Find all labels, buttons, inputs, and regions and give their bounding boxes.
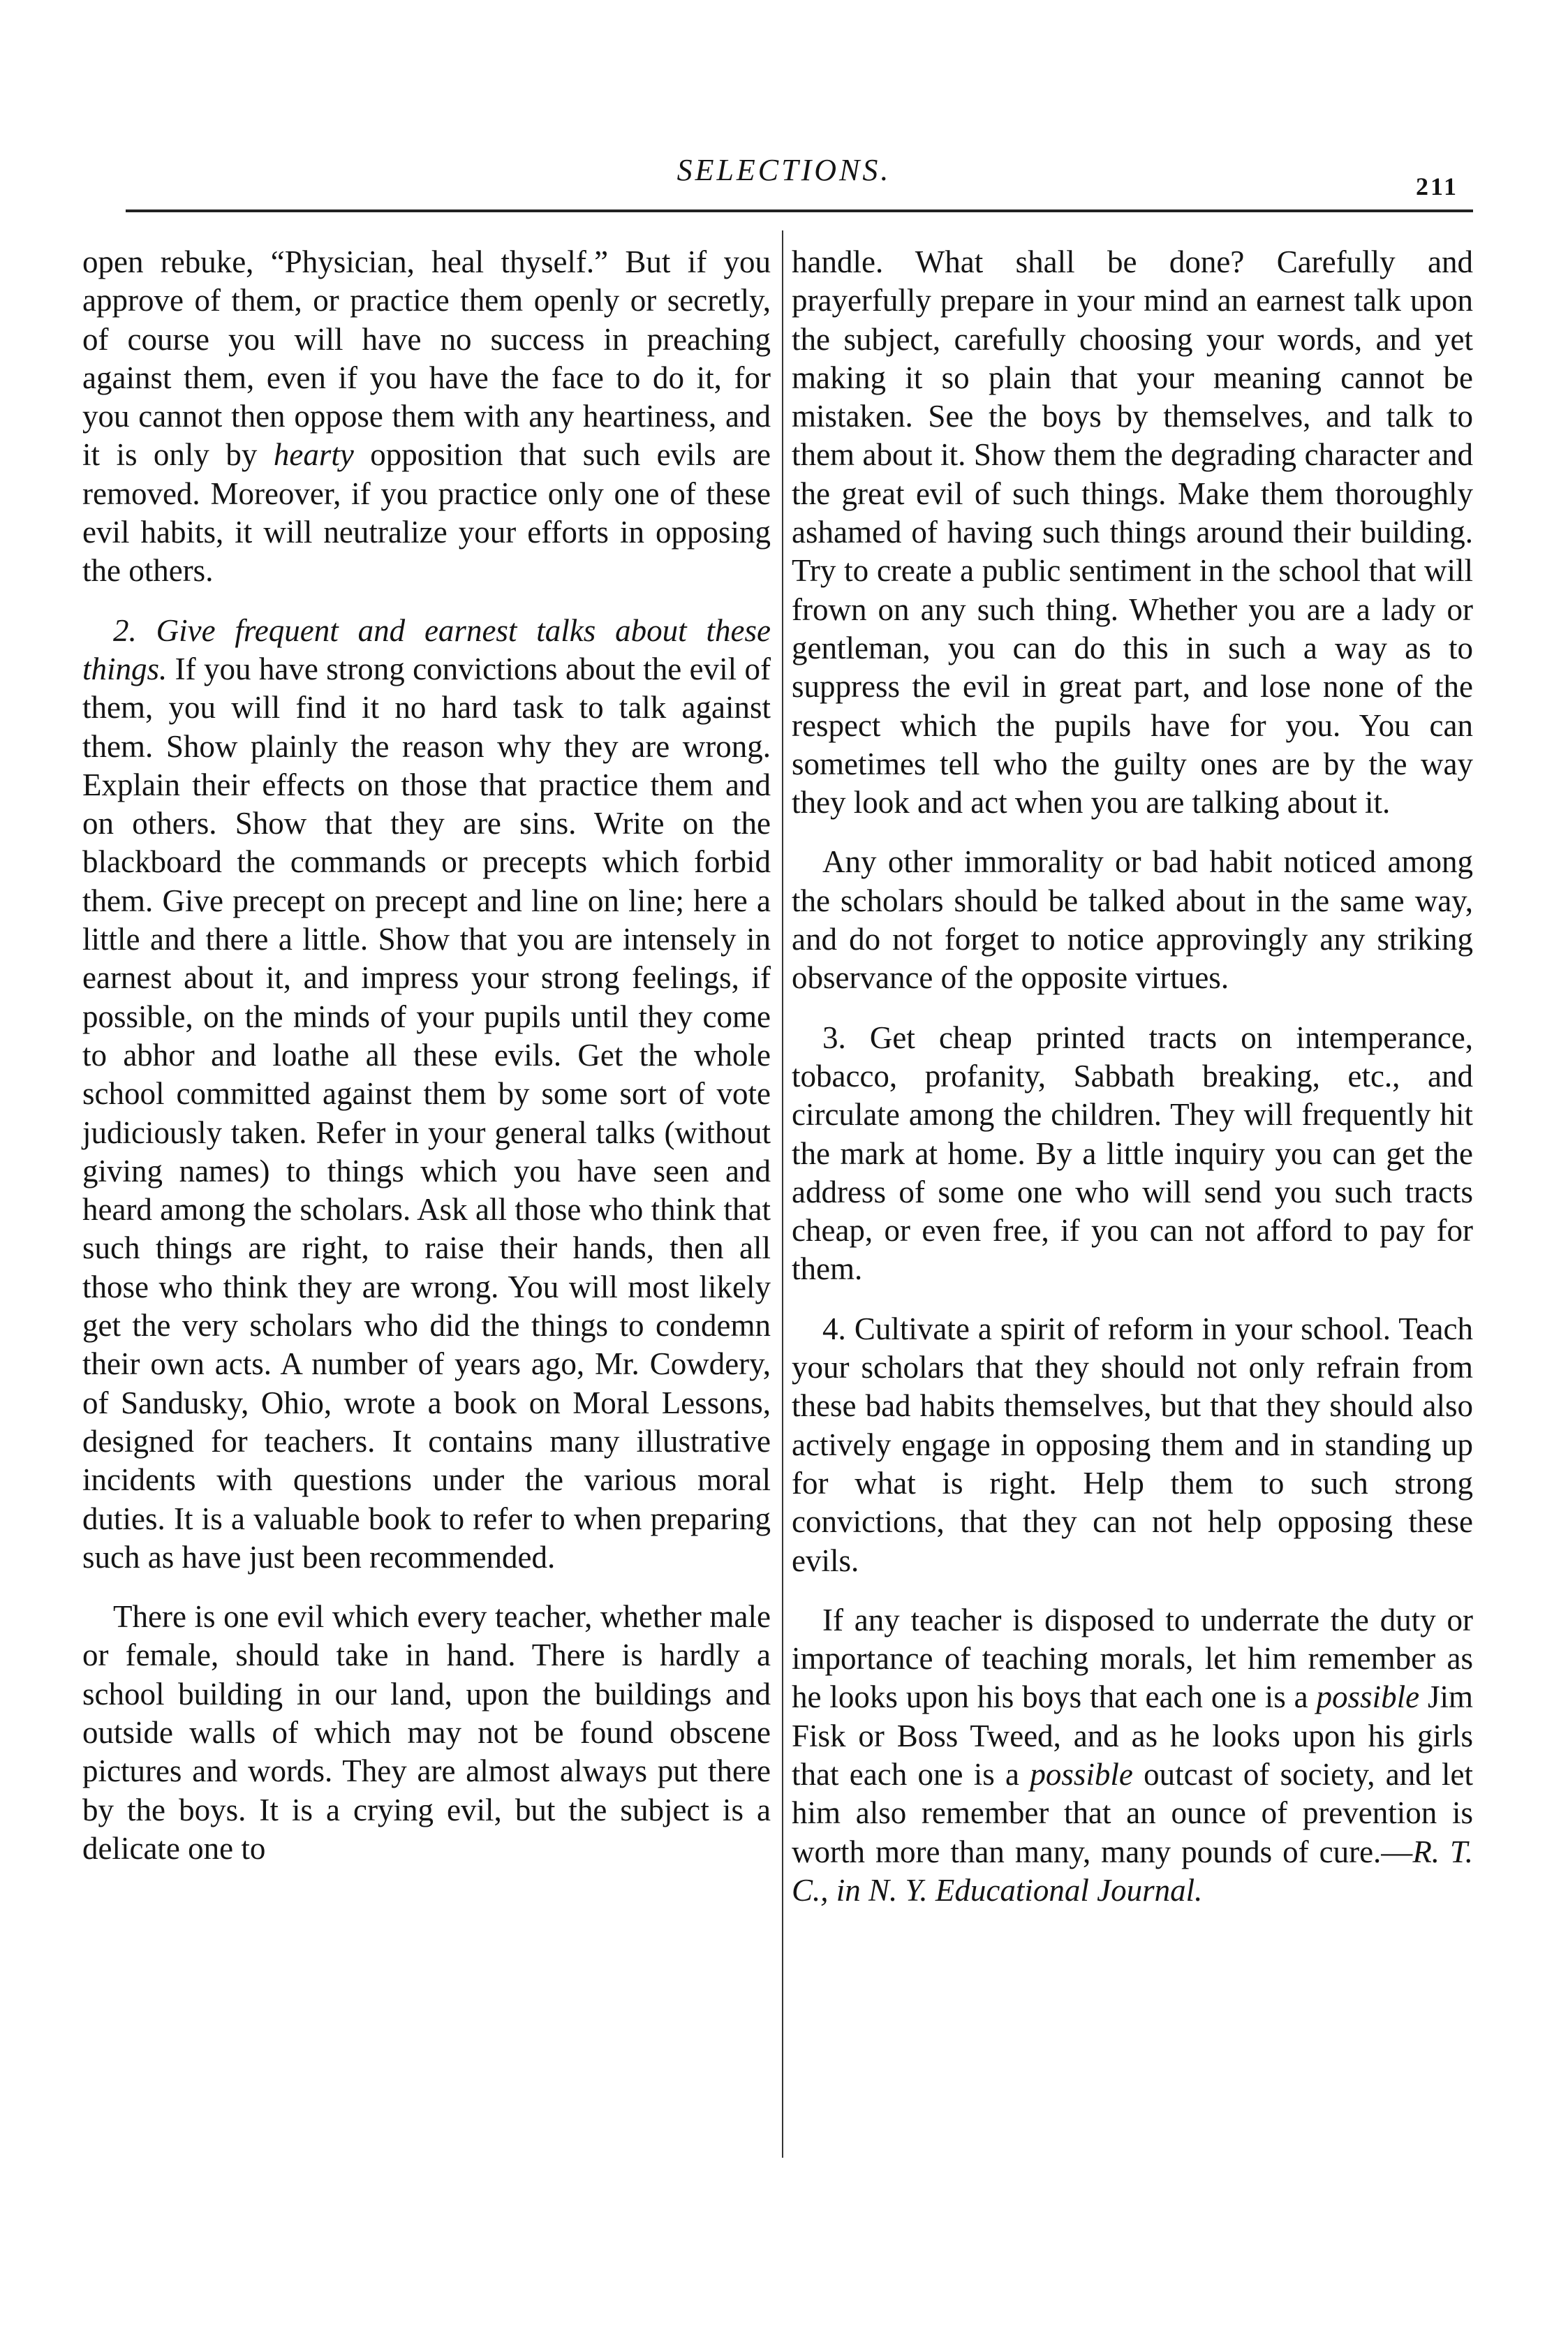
source-attribution: R. T. C., in N. Y. Educational Journal. (792, 1834, 1473, 1908)
section-2-body: If you have strong convictions about the evil of them, you will find it no hard task to talk against them. Show plainly the reason why they are wrong. Explain their effects on those that practice them and on others. Show that they are sins. Write on the blackboard the commands or precepts which forbid them. Give precept on precept and line on line; here a little and there a little. Show that you are intensely in earnest about it, and impress your strong feelings, if possible, on the minds of your pupils until they come to abhor and loathe all these evils. Get the whole school committed against them by some sort of vote judiciously taken. Refer in your general talks (without giving names) to things which you have seen and heard among the scholars. Ask all those who think that such things are right, to raise their hands, then all those who think they are wrong. You will most likely get the very scholars who did the things to condemn their own acts. A number of years ago, Mr. Cowdery, of Sandusky, Ohio, wrote a book on Moral Lessons, designed for teachers. It contains many illustrative incidents with questions under the various moral duties. It is a valuable book to refer to when preparing such as have just been recommended. (82, 651, 771, 1575)
right-paragraph-3: 3. Get cheap printed tracts on intemperance, tobacco, profanity, Sabbath breaking, etc., and circulate among the children. They will frequently hit the mark at home. By a little inquiry you can get the address of some one who will send you such tracts cheap, or even free, if you can not afford to pay for them. (792, 1020, 1473, 1287)
right-p5-a: If any teacher is disposed to underrate the duty or importance of teaching morals, let him remember as he looks upon his boys that each one is a (792, 1602, 1473, 1715)
right-paragraph-1: handle. What shall be done? Carefully and prayerfully prepare in your mind an earnest talk upon the subject, carefully choosing your words, and yet making it so plain that your meaning cannot be mistaken. See the boys by themselves, and talk to them about it. Show them the degrading character and the great evil of such things. Make them thoroughly ashamed of having such things around their building. Try to create a public sentiment in the school that will frown on any such thing. Whether you are a lady or gentleman, you can do this in such a way as to suppress the evil in great part, and lose none of the respect which the pupils have for you. You can sometimes tell who the guilty ones are by the way they look and act when you are talking about it. (792, 244, 1473, 820)
page-number: 211 (1416, 172, 1459, 200)
column-divider (782, 230, 783, 2158)
right-p5-emphasis-1: possible (1316, 1679, 1420, 1715)
left-paragraph-1 (82, 243, 771, 591)
left-p1-text: open rebuke, “Physician, heal thyself.” But if you approve of them, or practice them openly or secretly, of course you will have no success in preaching against them, even if you have the face to do it, for you cannot then oppose them with any heartiness, and it is only by (82, 244, 771, 473)
right-column (792, 243, 1473, 1910)
left-p1-emphasis: hearty (273, 437, 354, 473)
left-paragraph-2 (82, 612, 771, 1577)
section-2-heading: 2. Give frequent and earnest talks about these things. (82, 612, 771, 686)
header-rule (126, 209, 1473, 212)
left-p1-end: opposition that such evils are removed. Moreover, if you practice only one of these evil habits, it will neutralize your efforts in opposing the others. (82, 437, 771, 589)
right-p5-c: outcast of society, and let him also remember that an ounce of prevention is worth more than many, many pounds of cure.— (792, 1756, 1474, 1869)
right-paragraph-2: Any other immorality or bad habit noticed among the scholars should be talked about in the same way, and do not forget to notice approvingly any striking observance of the opposite virtues. (792, 844, 1473, 996)
right-paragraph-4: 4. Cultivate a spirit of reform in your school. Teach your scholars that they should not only refrain from these bad habits themselves, but that they should also actively engage in opposing them and in standing up for what is right. Help them to such strong convictions, that they can not help opposing these evils. (792, 1311, 1473, 1578)
running-head-title: SELECTIONS. (676, 153, 892, 187)
left-column (82, 243, 771, 1868)
right-p5-b: Jim Fisk or Boss Tweed, and as he looks upon his girls that each one is a (792, 1679, 1474, 1792)
left-paragraph-3: There is one evil which every teacher, whether male or female, should take in hand. There is hardly a school building in our land, upon the buildings and outside walls of which may not be found obscene pictures and words. They are almost always put there by the boys. It is a crying evil, but the subject is a delicate one to (82, 1599, 771, 1866)
right-p5-emphasis-2: possible (1030, 1756, 1133, 1792)
right-paragraph-5 (792, 1601, 1473, 1910)
